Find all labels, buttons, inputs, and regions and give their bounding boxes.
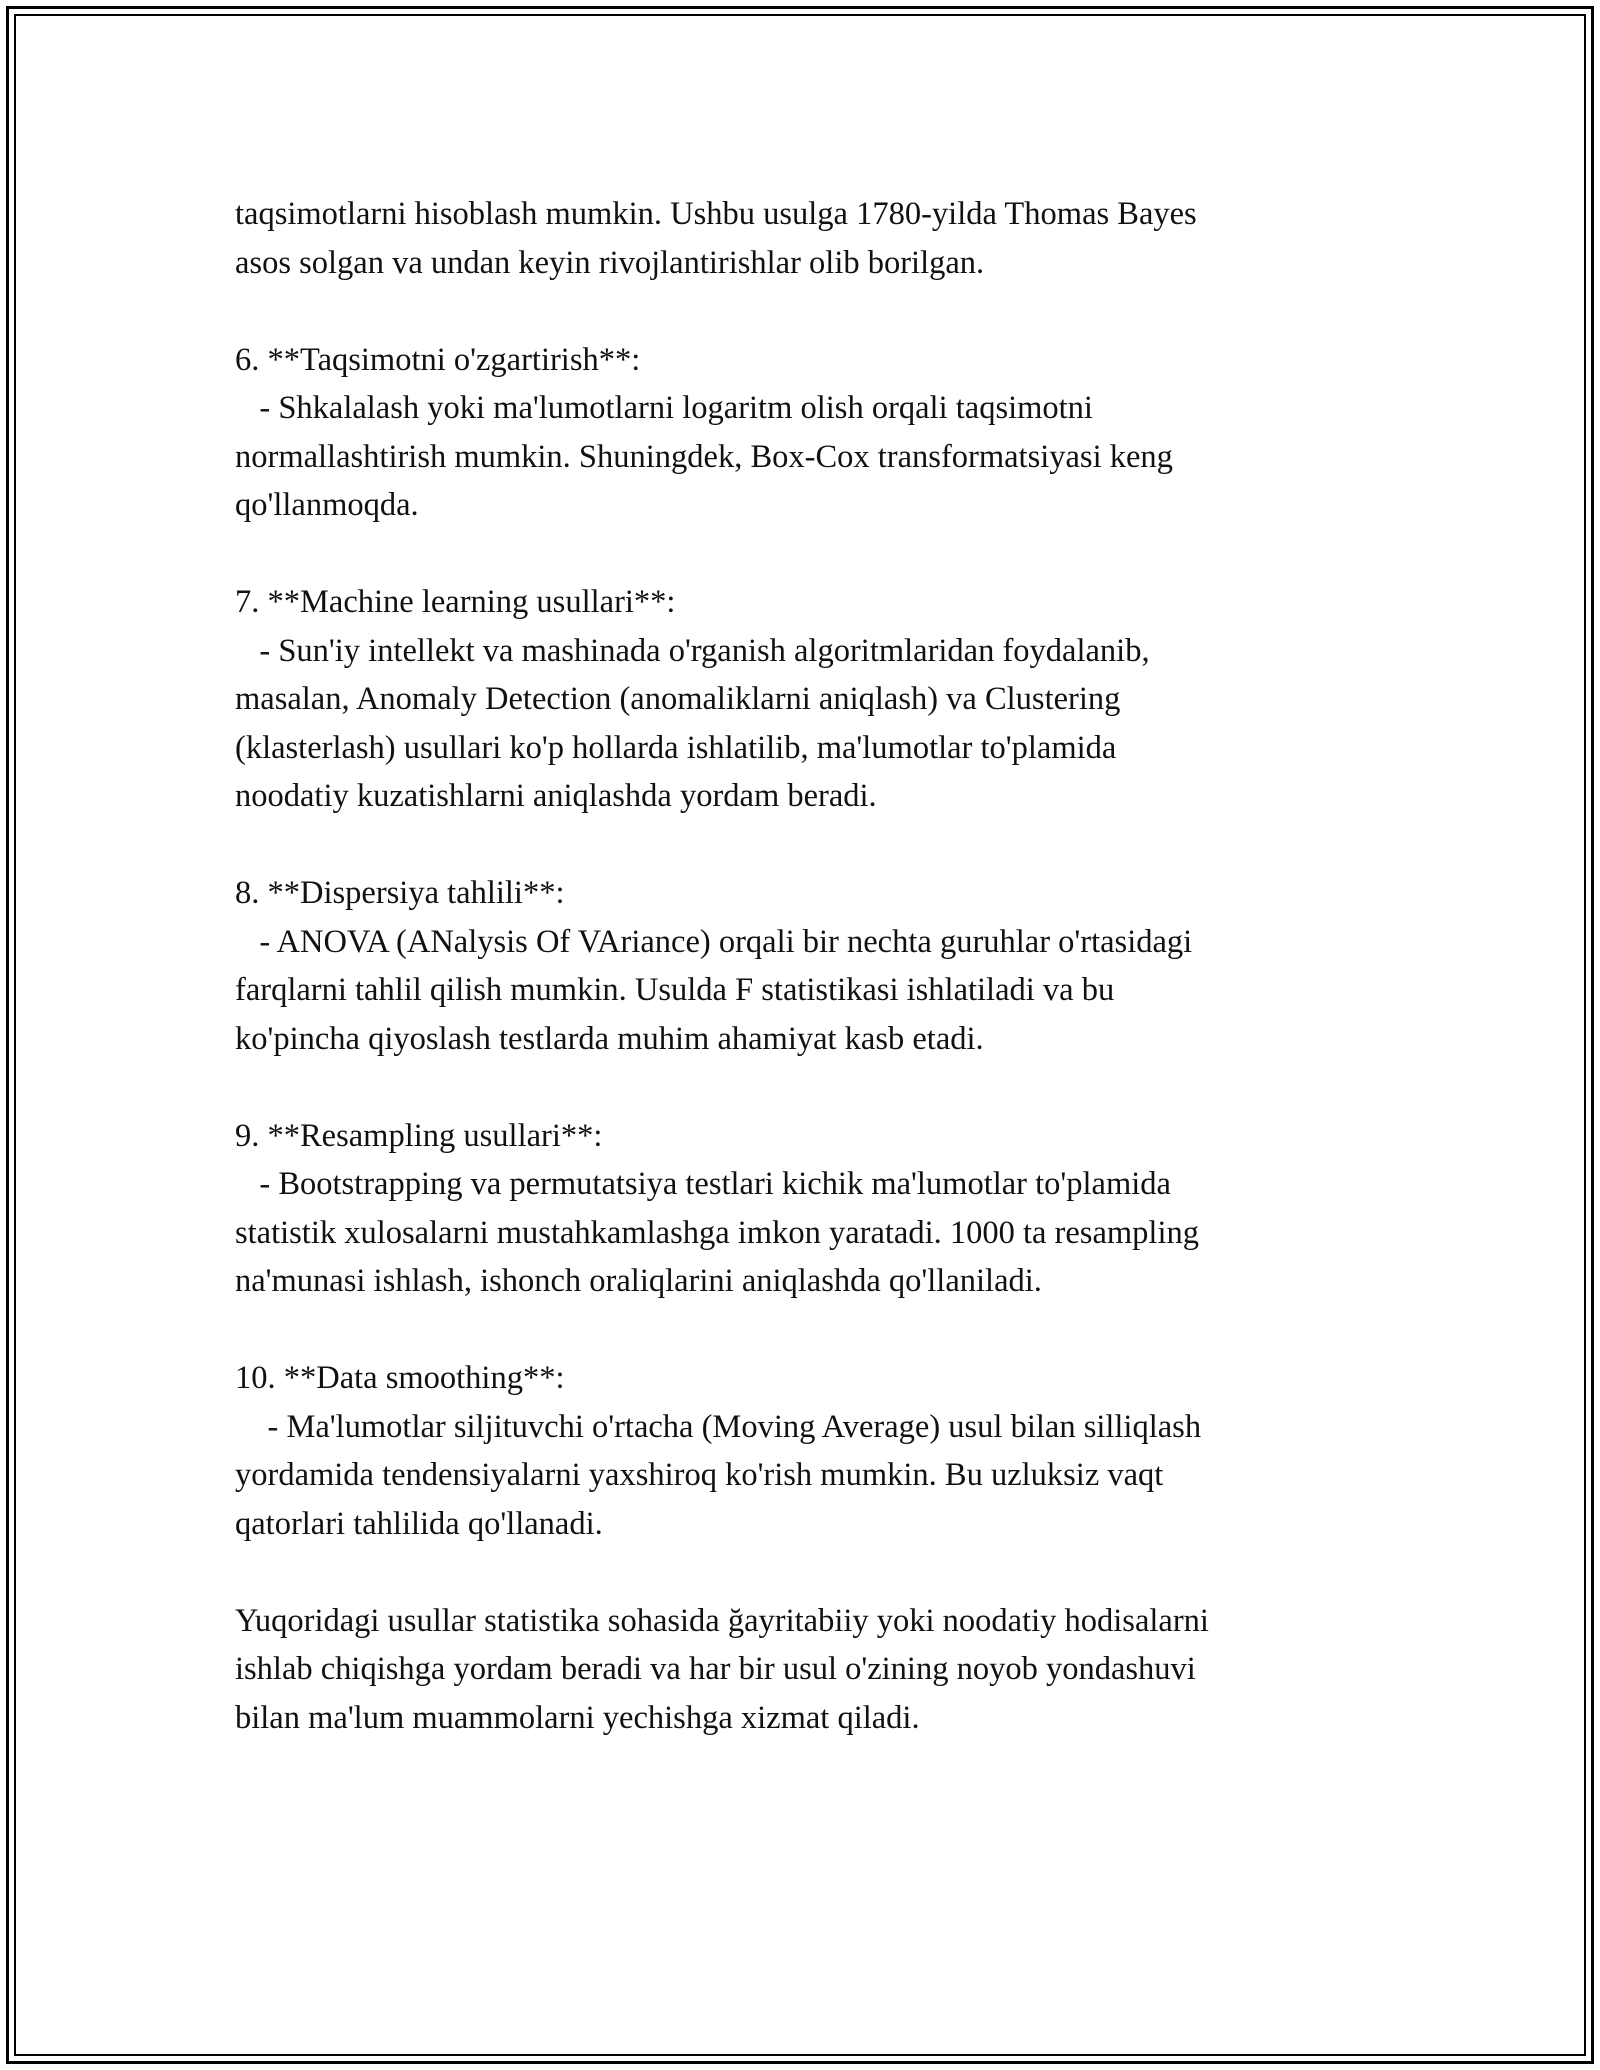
- blank-line: [235, 821, 1385, 870]
- text-line: noodatiy kuzatishlarni aniqlashda yordam beradi.: [235, 778, 877, 814]
- section-6: [235, 336, 1385, 530]
- text-line: na'munasi ishlash, ishonch oraliqlarini aniqlashda qo'llaniladi.: [235, 1263, 1042, 1299]
- section-10: [235, 1354, 1385, 1548]
- intro-paragraph: [235, 190, 1385, 287]
- text-line: normallashtirish mumkin. Shuningdek, Box-Cox transformatsiyasi keng: [235, 438, 1173, 475]
- text-line: ishlab chiqishga yordam beradi va har bir usul o'zining noyob yondashuvi: [235, 1651, 1196, 1687]
- text-line: - Sun'iy intellekt va mashinada o'rganish algoritmlaridan foydalanib,: [235, 632, 1150, 669]
- section-heading: 8. **Dispersiya tahlili**:: [235, 875, 565, 911]
- text-line: ko'pincha qiyoslash testlarda muhim ahamiyat kasb etadi.: [235, 1020, 984, 1057]
- section-heading: 7. **Machine learning usullari**:: [235, 584, 676, 620]
- section-8: [235, 869, 1385, 1063]
- text-line: asos solgan va undan keyin rivojlantirishlar olib borilgan.: [235, 244, 985, 281]
- text-line: qo'llanmoqda.: [235, 487, 419, 523]
- section-7: [235, 578, 1385, 821]
- text-line: (klasterlash) usullari ko'p hollarda ishlatilib, ma'lumotlar to'plamida: [235, 729, 1117, 766]
- blank-line: [235, 530, 1385, 579]
- text-line: qatorlari tahlilida qo'llanadi.: [235, 1505, 603, 1542]
- conclusion-paragraph: [235, 1597, 1385, 1743]
- text-line: farqlarni tahlil qilish mumkin. Usulda F statistikasi ishlatiladi va bu: [235, 972, 1115, 1008]
- blank-line: [235, 1063, 1385, 1112]
- text-line: bilan ma'lum muammolarni yechishga xizmat qiladi.: [235, 1699, 920, 1736]
- text-line: yordamida tendensiyalarni yaxshiroq ko'rish mumkin. Bu uzluksiz vaqt: [235, 1457, 1164, 1493]
- text-line: masalan, Anomaly Detection (anomaliklarni aniqlash) va Clustering: [235, 681, 1121, 717]
- text-line: - Shkalalash yoki ma'lumotlarni logaritm olish orqali taqsimotni: [235, 390, 1093, 426]
- document-body: [235, 190, 1385, 1742]
- text-line: taqsimotlarni hisoblash mumkin. Ushbu usulga 1780-yilda Thomas Bayes: [235, 196, 1197, 232]
- text-line: Yuqoridagi usullar statistika sohasida ğayritabiiy yoki noodatiy hodisalarni: [235, 1602, 1209, 1639]
- blank-line: [235, 1548, 1385, 1597]
- text-line: statistik xulosalarni mustahkamlashga imkon yaratadi. 1000 ta resampling: [235, 1214, 1199, 1251]
- section-heading: 10. **Data smoothing**:: [235, 1360, 565, 1396]
- section-heading: 9. **Resampling usullari**:: [235, 1117, 603, 1154]
- blank-line: [235, 287, 1385, 336]
- text-line: - ANOVA (ANalysis Of VAriance) orqali bir nechta guruhlar o'rtasidagi: [235, 923, 1193, 960]
- blank-line: [235, 1306, 1385, 1355]
- section-9: [235, 1112, 1385, 1306]
- text-line: - Ma'lumotlar siljituvchi o'rtacha (Moving Average) usul bilan silliqlash: [235, 1408, 1202, 1445]
- section-heading: 6. **Taqsimotni o'zgartirish**:: [235, 341, 641, 378]
- text-line: - Bootstrapping va permutatsiya testlari kichik ma'lumotlar to'plamida: [235, 1166, 1171, 1202]
